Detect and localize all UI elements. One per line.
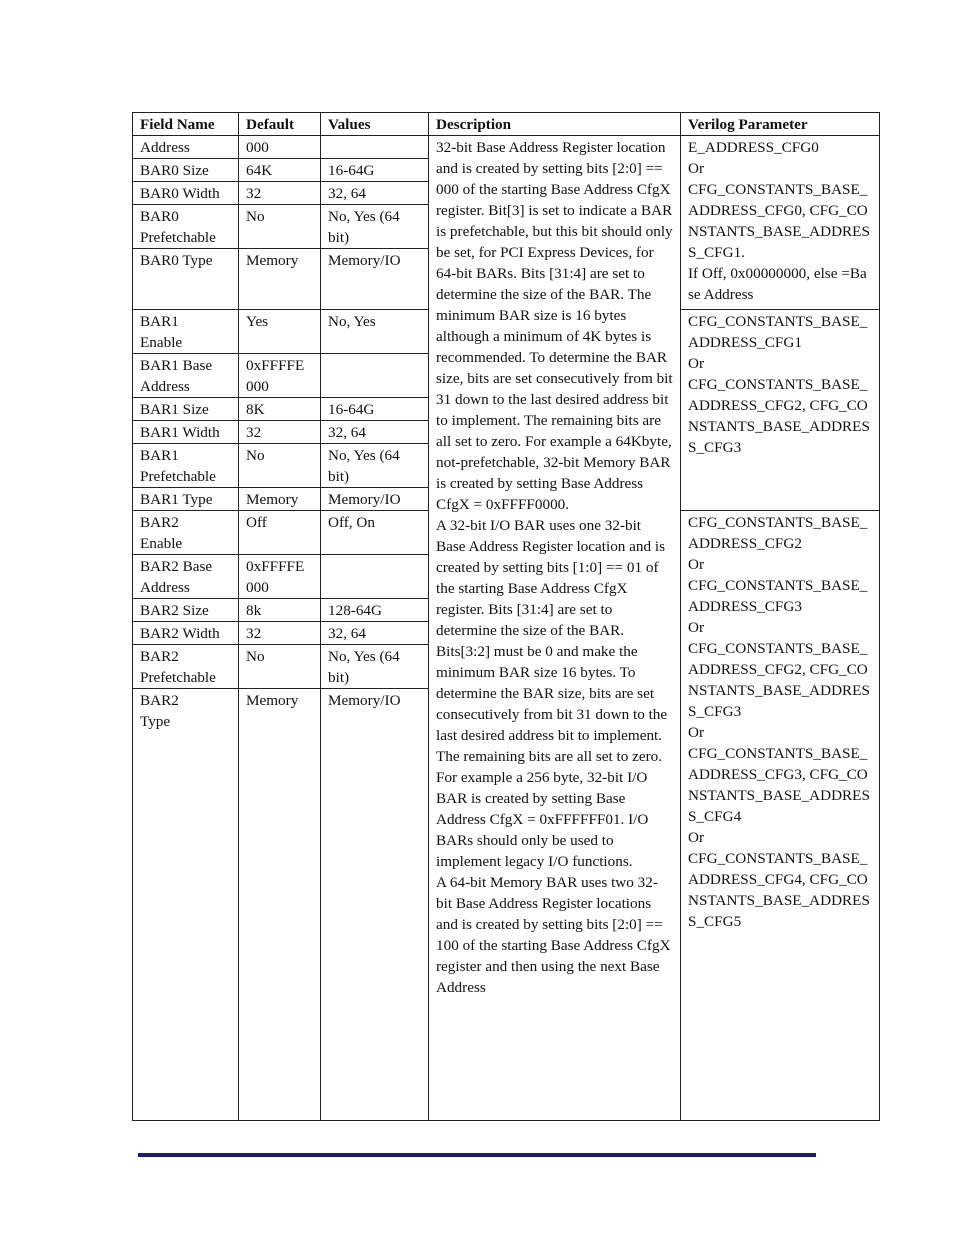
values-cell — [321, 354, 429, 398]
default-cell: 64K — [239, 159, 321, 182]
default-cell: 8K — [239, 398, 321, 421]
values-cell: No, Yes (64 bit) — [321, 205, 429, 249]
default-cell: 0xFFFFE 000 — [239, 354, 321, 398]
field-name-cell: BAR1 Base Address — [133, 354, 239, 398]
default-cell: 0xFFFFE 000 — [239, 555, 321, 599]
field-name-cell: Address — [133, 136, 239, 159]
default-cell: 32 — [239, 182, 321, 205]
header-field-name: Field Name — [133, 113, 239, 136]
header-default: Default — [239, 113, 321, 136]
field-name-cell: BAR2 Width — [133, 622, 239, 645]
field-name-cell: BAR0 Prefetchable — [133, 205, 239, 249]
table-row — [133, 136, 880, 159]
default-cell: Yes — [239, 310, 321, 354]
bar-config-table — [132, 112, 880, 1121]
default-cell: No — [239, 645, 321, 689]
values-cell: No, Yes (64 bit) — [321, 645, 429, 689]
field-name-cell: BAR1 Width — [133, 421, 239, 444]
default-cell: No — [239, 205, 321, 249]
default-cell: 000 — [239, 136, 321, 159]
values-cell — [321, 136, 429, 159]
verilog-bar1-cell: CFG_CONSTANTS_BASE_ADDRESS_CFG1 Or CFG_CONSTANTS_BASE_ADDRESS_CFG2, CFG_CONSTANTS_BASE_ADDRESS_CFG3 — [681, 310, 880, 511]
default-cell: 8k — [239, 599, 321, 622]
header-verilog-parameter: Verilog Parameter — [681, 113, 880, 136]
verilog-bar2-cell: CFG_CONSTANTS_BASE_ADDRESS_CFG2 Or CFG_CONSTANTS_BASE_ADDRESS_CFG3 Or CFG_CONSTANTS_BASE_ADDRESS_CFG2, CFG_CONSTANTS_BASE_ADDRESS_CFG3 Or CFG_CONSTANTS_BASE_ADDRESS_CFG3, CFG_CONSTANTS_BASE_ADDRESS_CFG4 Or CFG_CONSTANTS_BASE_ADDRESS_CFG4, CFG_CONSTANTS_BASE_ADDRESS_CFG5 — [681, 511, 880, 1121]
values-cell: Memory/IO — [321, 689, 429, 1121]
values-cell: No, Yes — [321, 310, 429, 354]
values-cell — [321, 555, 429, 599]
default-cell: Memory — [239, 249, 321, 310]
values-cell: Off, On — [321, 511, 429, 555]
description-cell: 32-bit Base Address Register location and is created by setting bits [2:0] == 000 of the starting Base Address CfgX register. Bit[3] is set to indicate a BAR is prefetchable, but this bit should only be set, for PCI Express Devices, for 64-bit BARs. Bits [31:4] are set to determine the size of the BAR. The minimum BAR size is 16 bytes although a minimum of 4K bytes is recommended. To determine the BAR size, bits are set consecutively from bit 31 down to the last desired address bit to implement. The remaining bits are all set to zero. For example a 64Kbyte, not-prefetchable, 32-bit Memory BAR is created by setting Base Address CfgX = 0xFFFF0000. A 32-bit I/O BAR uses one 32-bit Base Address Register location and is created by setting bits [1:0] == 01 of the starting Base Address CfgX register. Bits [31:4] are set to determine the size of the BAR. Bits[3:2] must be 0 and make the minimum BAR size 16 bytes. To determine the BAR size, bits are set consecutively from bit 31 down to the last desired address bit to implement. The remaining bits are all set to zero. For example a 256 byte, 32-bit I/O BAR is created by setting Base Address CfgX = 0xFFFFFF01. I/O BARs should only be used to implement legacy I/O functions. A 64-bit Memory BAR uses two 32-bit Base Address Register locations and is created by setting bits [2:0] == 100 of the starting Base Address CfgX register and then using the next Base Address — [429, 136, 681, 1121]
field-name-cell: BAR0 Size — [133, 159, 239, 182]
default-cell: Off — [239, 511, 321, 555]
values-cell: No, Yes (64 bit) — [321, 444, 429, 488]
values-cell: 128-64G — [321, 599, 429, 622]
values-cell: 16-64G — [321, 159, 429, 182]
field-name-cell: BAR1 Prefetchable — [133, 444, 239, 488]
default-cell: 32 — [239, 622, 321, 645]
field-name-cell: BAR2 Base Address — [133, 555, 239, 599]
values-cell: Memory/IO — [321, 249, 429, 310]
default-cell: Memory — [239, 488, 321, 511]
default-cell: Memory — [239, 689, 321, 1121]
field-name-cell: BAR0 Type — [133, 249, 239, 310]
footer-rule — [138, 1153, 816, 1157]
field-name-cell: BAR1 Type — [133, 488, 239, 511]
default-cell: No — [239, 444, 321, 488]
values-cell: 16-64G — [321, 398, 429, 421]
values-cell: 32, 64 — [321, 182, 429, 205]
table-header-row — [133, 113, 880, 136]
verilog-bar0-cell: E_ADDRESS_CFG0 Or CFG_CONSTANTS_BASE_ADDRESS_CFG0, CFG_CONSTANTS_BASE_ADDRESS_CFG1. If Off, 0x00000000, else =Base Address — [681, 136, 880, 310]
field-name-cell: BAR2 Enable — [133, 511, 239, 555]
field-name-cell: BAR2 Type — [133, 689, 239, 1121]
values-cell: 32, 64 — [321, 622, 429, 645]
field-name-cell: BAR1 Size — [133, 398, 239, 421]
field-name-cell: BAR2 Prefetchable — [133, 645, 239, 689]
header-values: Values — [321, 113, 429, 136]
default-cell: 32 — [239, 421, 321, 444]
field-name-cell: BAR1 Enable — [133, 310, 239, 354]
header-description: Description — [429, 113, 681, 136]
values-cell: Memory/IO — [321, 488, 429, 511]
values-cell: 32, 64 — [321, 421, 429, 444]
field-name-cell: BAR2 Size — [133, 599, 239, 622]
field-name-cell: BAR0 Width — [133, 182, 239, 205]
